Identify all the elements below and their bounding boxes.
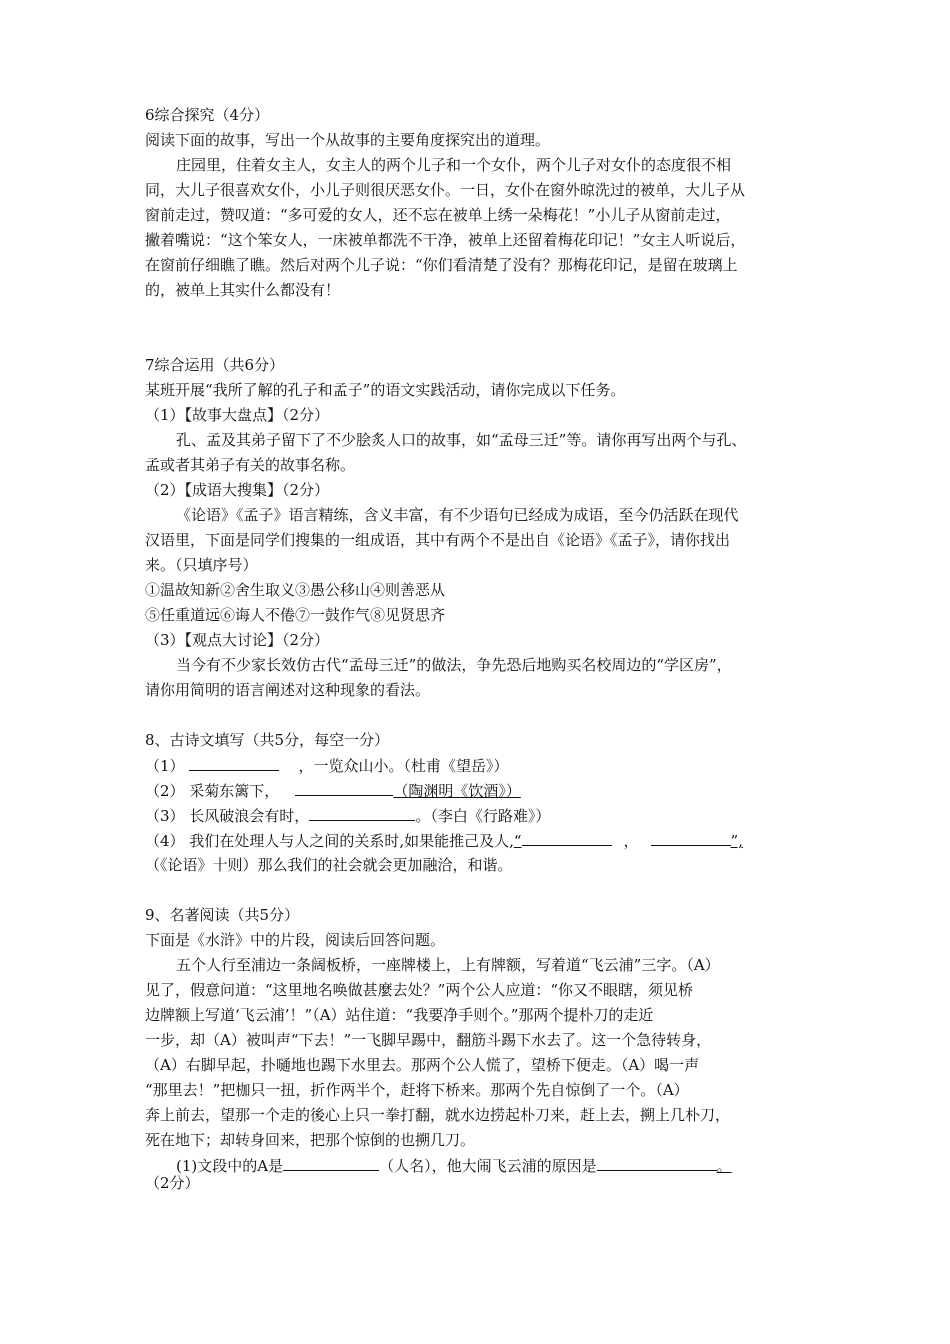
q8-line-4 <box>145 831 743 849</box>
q7-heading: 7综合运用（共6分） <box>145 356 285 374</box>
q7-idiom-list: ⑤任重道远⑥诲人不倦⑦一鼓作气⑧见贤思齐 <box>145 606 446 624</box>
q6-story-line: 撇着嘴说：“这个笨女人，一床被单都洗不干净，被单上还留着梅花印记！”女主人听说后， <box>145 231 746 249</box>
q9-sub1-end: 。 <box>716 1157 732 1175</box>
q8-line1-number: （1） <box>145 757 185 775</box>
q9-passage-line: （A）右脚早起，扑嗵地也踢下水里去。那两个公人慌了，望桥下便走。（A）喝一声 <box>145 1056 700 1074</box>
answer-blank[interactable] <box>189 756 279 771</box>
q8-line4-quote-close: ”, <box>730 832 743 850</box>
q8-line4-comma: ， <box>623 832 639 850</box>
q8-line-2 <box>145 781 521 799</box>
q8-line4-continuation: （《论语》十则）那么我们的社会就会更加融洽，和谐。 <box>145 856 513 874</box>
q8-line1-text: ，一览众山小。（杜甫《望岳》） <box>298 757 509 775</box>
q9-passage-line: 五个人行至浦边一条阔板桥，一座牌楼上，上有牌额，写着道“飞云浦”三字。（A） <box>176 956 720 974</box>
answer-blank[interactable] <box>295 781 393 796</box>
q9-passage-line: 边牌额上写道‘飞云浦’！”（A）站住道：“我要净手则个。”那两个提朴刀的走近 <box>145 1006 654 1024</box>
q8-line4-quote-open: “ <box>513 832 522 850</box>
q7-task1-title: （1）【故事大盘点】（2分） <box>145 406 330 424</box>
q7-task2-text: 汉语里，下面是同学们搜集的一组成语，其中有两个不是出自《论语》《孟子》，请你找出 <box>145 531 731 549</box>
q6-story-line: 庄园里，住着女主人，女主人的两个儿子和一个女仆，两个儿子对女仆的态度很不相 <box>176 156 732 174</box>
q7-task1-text: 孟或者其弟子有关的故事名称。 <box>145 456 356 474</box>
q6-heading: 6综合探究（4分） <box>145 106 270 124</box>
q6-story-line: 在窗前仔细瞧了瞧。然后对两个儿子说：“你们看清楚了没有？那梅花印记，是留在玻璃上 <box>145 256 738 274</box>
q7-idiom-list: ①温故知新②舍生取义③愚公移山④则善恶从 <box>145 581 446 599</box>
q7-intro: 某班开展“我所了解的孔子和孟子”的语文实践活动，请你完成以下任务。 <box>145 381 626 399</box>
q7-task3-text: 请你用简明的语言阐述对这种现象的看法。 <box>145 681 431 699</box>
answer-blank[interactable] <box>283 1156 379 1171</box>
q9-subquestion-1 <box>176 1156 732 1174</box>
q9-passage-line: “那里去！”把枷只一扭，折作两半个，赶将下桥来。那两个先自惊倒了一个。（A） <box>145 1081 689 1099</box>
q8-line3-text: （3） 长风破浪会有时， <box>145 807 310 825</box>
q7-task2-title: （2）【成语大搜集】（2分） <box>145 481 330 499</box>
q9-passage-line: 见了，假意问道：“这里地名唤做甚麼去处？”两个公人应道：“你又不眼瞎，须见桥 <box>145 981 694 999</box>
q7-task3-title: （3）【观点大讨论】（2分） <box>145 631 330 649</box>
q9-sub1-points: （2分） <box>145 1174 200 1192</box>
q9-heading: 9、名著阅读（共5分） <box>145 906 300 924</box>
q8-line3-source: 。（李白《行路难》） <box>415 807 551 825</box>
q7-task2-text: 《论语》《孟子》语言精练，含义丰富，有不少语句已经成为成语，至今仍活跃在现代 <box>176 506 739 524</box>
q7-task1-text: 孔、孟及其弟子留下了不少脍炙人口的故事，如“孟母三迁”等。请你再写出两个与孔、 <box>176 431 747 449</box>
q6-prompt: 阅读下面的故事，写出一个从故事的主要角度探究出的道理。 <box>145 131 551 149</box>
q8-line-3 <box>145 806 550 824</box>
answer-blank[interactable] <box>651 831 731 846</box>
q7-task2-text: 来。（只填序号） <box>145 556 258 574</box>
q8-line-1 <box>145 756 509 774</box>
q8-heading: 8、古诗文填写（共5分，每空一分） <box>145 731 390 749</box>
q7-task3-text: 当今有不少家长效仿古代“孟母三迁”的做法，争先恐后地购买名校周边的“学区房”， <box>176 656 732 674</box>
q9-passage-line: 一步，却（A）被叫声“下去！”一飞脚早踢中，翻筋斗踢下水去了。这一个急待转身， <box>145 1031 712 1049</box>
q8-line2-source: （陶渊明《饮酒》） <box>393 782 521 800</box>
q9-sub1-text: （人名），他大闹飞云浦的原因是 <box>379 1157 597 1175</box>
q6-story-line: 同，大儿子很喜欢女仆，小儿子则很厌恶女仆。一日，女仆在窗外晾洗过的被单，大儿子从 <box>145 181 746 199</box>
q8-line2-text: （2） 采菊东篱下， <box>145 782 280 800</box>
q8-line4-text: （4） 我们在处理人与人之间的关系时,如果能推己及人, <box>145 832 514 850</box>
q9-sub1-text: (1)文段中的A是 <box>176 1157 284 1175</box>
answer-blank[interactable] <box>522 831 612 846</box>
answer-blank[interactable] <box>309 806 415 821</box>
q6-story-line: 的，被单上其实什么都没有！ <box>145 281 341 299</box>
answer-blank[interactable] <box>597 1156 717 1171</box>
q9-passage-line: 死在地下；却转身回来，把那个惊倒的也搠几刀。 <box>145 1131 476 1149</box>
q6-story-line: 窗前走过，赞叹道：“多可爱的女人，还不忘在被单上绣一朵梅花！”小儿子从窗前走过， <box>145 206 731 224</box>
q9-intro: 下面是《水浒》中的片段，阅读后回答问题。 <box>145 931 446 949</box>
q9-passage-line: 奔上前去，望那一个走的後心上只一拳打翻，就水边捞起朴刀来，赶上去，搠上几朴刀， <box>145 1106 731 1124</box>
